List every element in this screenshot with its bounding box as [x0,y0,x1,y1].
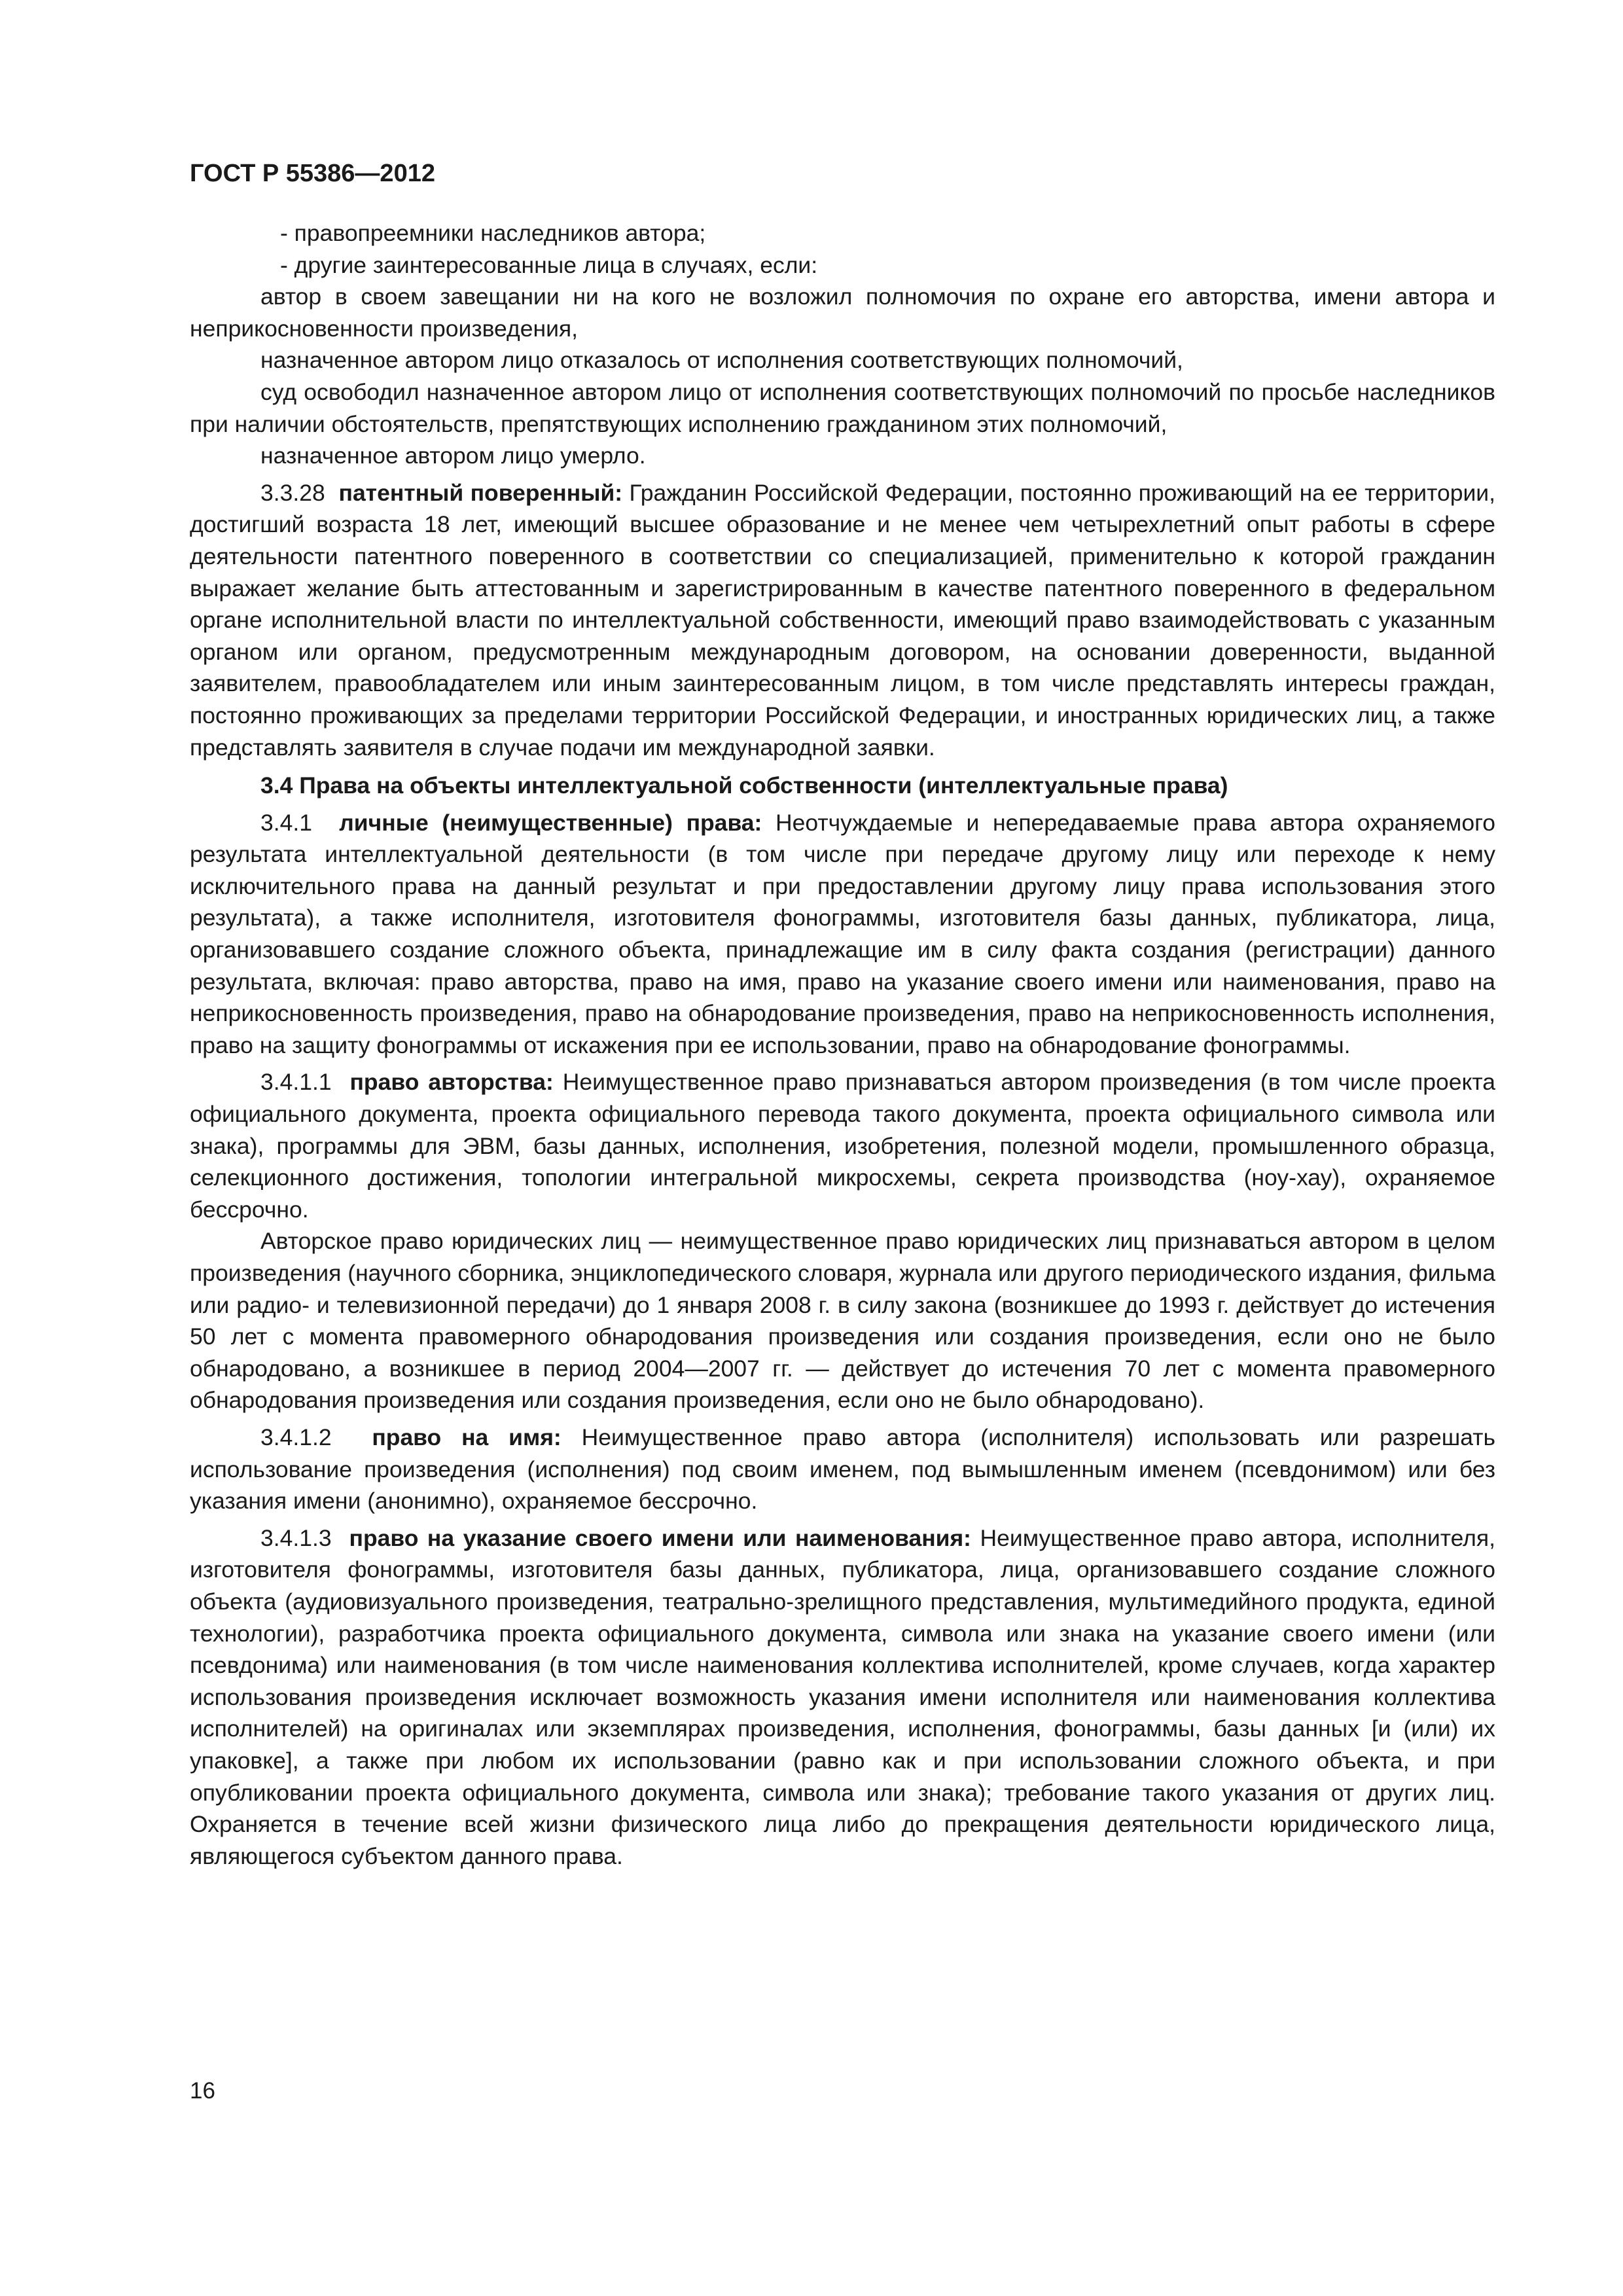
term-title: патентный поверенный: [338,479,623,506]
term-text: Неимущественное право автора, исполнителя, изготовителя фонограммы, изготовителя базы данных, публикатора, лица, организовавшего создание сложного объекта (аудиовизуального произведения, театрально-зрелищного представления, мультимедийного продукта, единой технологии), разработчика проекта официального документа, символа или знака на указание своего имени (или псевдонима) или наименования (в том числе наименования коллектива исполнителей, кроме случаев, когда характер использования произведения исключает возможность указания имени исполнителя или наименования коллектива исполнителей) на оригиналах или экземплярах произведения, исполнения, фонограммы, базы данных [и (или) их упаковке], а также при любом их использовании (равно как и при использовании сложного объекта, и при опубликовании проекта официального документа, символа или знака); требование такого указания от других лиц. Охраняется в течение всей жизни физического лица либо до прекращения деятельности юридического лица, являющегося субъектом данного права. [190,1524,1495,1869]
document-header: ГОСТ Р 55386—2012 [190,160,435,187]
term-definition [190,1066,1495,1225]
term-number: 3.4.1 [260,809,312,836]
term-number: 3.4.1.1 [260,1069,332,1096]
term-number: 3.3.28 [260,479,325,506]
list-item: - другие заинтересованные лица в случаях, если: [280,251,818,278]
list-item: - правопреемники наследников автора; [280,220,706,246]
term-title: личные (неимущественные) права: [339,809,762,836]
term-text: Неимущественное право автора (исполнителя) использовать или разрешать использование произведения (исполнения) под своим именем, под вымышленным именем (псевдонимом) или без указания имени (анонимно), охраняемое бессрочно. [190,1424,1495,1515]
page-number: 16 [190,2078,215,2104]
term-title: право на имя: [372,1424,562,1450]
term-definition [190,807,1495,1062]
term-definition [190,1522,1495,1873]
term-text: Гражданин Российской Федерации, постоянно проживающий на ее территории, достигший возраста 18 лет, имеющий высшее образование и не менее чем четырехлетний опыт работы в сфере деятельности патентного поверенного в соответствии со специализацией, применительно к которой гражданин выражает желание быть аттестованным и зарегистрированным в качестве патентного поверенного в федеральном органе исполнительной власти по интеллектуальной собственности, имеющий право взаимодействовать с указанным органом или органом, предусмотренным международным договором, на основании доверенности, выданной заявителем, правообладателем или иным заинтересованным лицом, в том числе представлять интересы граждан, постоянно проживающих за пределами территории Российской Федерации, и иностранных юридических лиц, а также представлять заявителя в случае подачи им международной заявки. [190,479,1495,761]
paragraph: Авторское право юридических лиц — неимущественное право юридических лиц признаваться автором в целом произведения (научного сборника, энциклопедического словаря, журнала или другого периодического издания, фильма или радио- и телевизионной передачи) до 1 января 2008 г. в силу закона (возникшее до 1993 г. действует до истечения 50 лет с момента правомерного обнародования произведения или создания произведения, если оно не было обнародовано, а возникшее в период 2004—2007 гг. — действует до истечения 70 лет с момента правомерного обнародования произведения или создания произведения, если оно не было обнародовано). [190,1228,1495,1414]
paragraph: назначенное автором лицо умерло. [260,442,646,469]
term-text: Неотчуждаемые и непередаваемые права автора охраняемого результата интеллектуальной деятельности (в том числе при передаче другому лицу или переходе к нему исключительного права на данный результат и при предоставлении другому лицу права использования этого результата), а также исполнителя, изготовителя фонограммы, изготовителя базы данных, публикатора, лица, организовавшего создание сложного объекта, принадлежащие им в силу факта создания (регистрации) данного результата, включая: право авторства, право на имя, право на указание своего имени или наименования, право на неприкосновенность произведения, право на обнародование произведения, право на неприкосновенность исполнения, право на защиту фонограммы от искажения при ее использовании, право на обнародование фонограммы. [190,809,1495,1058]
term-title: право на указание своего имени или наименования: [349,1524,971,1551]
section-heading: 3.4 Права на объекты интеллектуальной собственности (интеллектуальные права) [260,772,1228,799]
term-definition [190,1422,1495,1517]
term-definition [190,477,1495,763]
paragraph: автор в своем завещании ни на кого не возложил полномочия по охране его авторства, имени автора и неприкосновенности произведения, [190,283,1495,342]
term-title: право авторства: [349,1069,554,1096]
term-number: 3.4.1.3 [260,1524,332,1551]
paragraph: назначенное автором лицо отказалось от исполнения соответствующих полномочий, [260,347,1183,374]
paragraph: суд освободил назначенное автором лицо от исполнения соответствующих полномочий по просьбе наследников при наличии обстоятельств, препятствующих исполнению гражданином этих полномочий, [190,378,1495,437]
document-body [190,217,1495,1872]
term-text: Неимущественное право признаваться автором произведения (в том числе проекта официального документа, проекта официального перевода такого документа, проекта официального символа или знака), программы для ЭВМ, базы данных, исполнения, изобретения, полезной модели, промышленного образца, селекционного достижения, топологии интегральной микросхемы, секрета производства (ноу-хау), охраняемое бессрочно. [190,1069,1495,1223]
term-number: 3.4.1.2 [260,1424,332,1450]
